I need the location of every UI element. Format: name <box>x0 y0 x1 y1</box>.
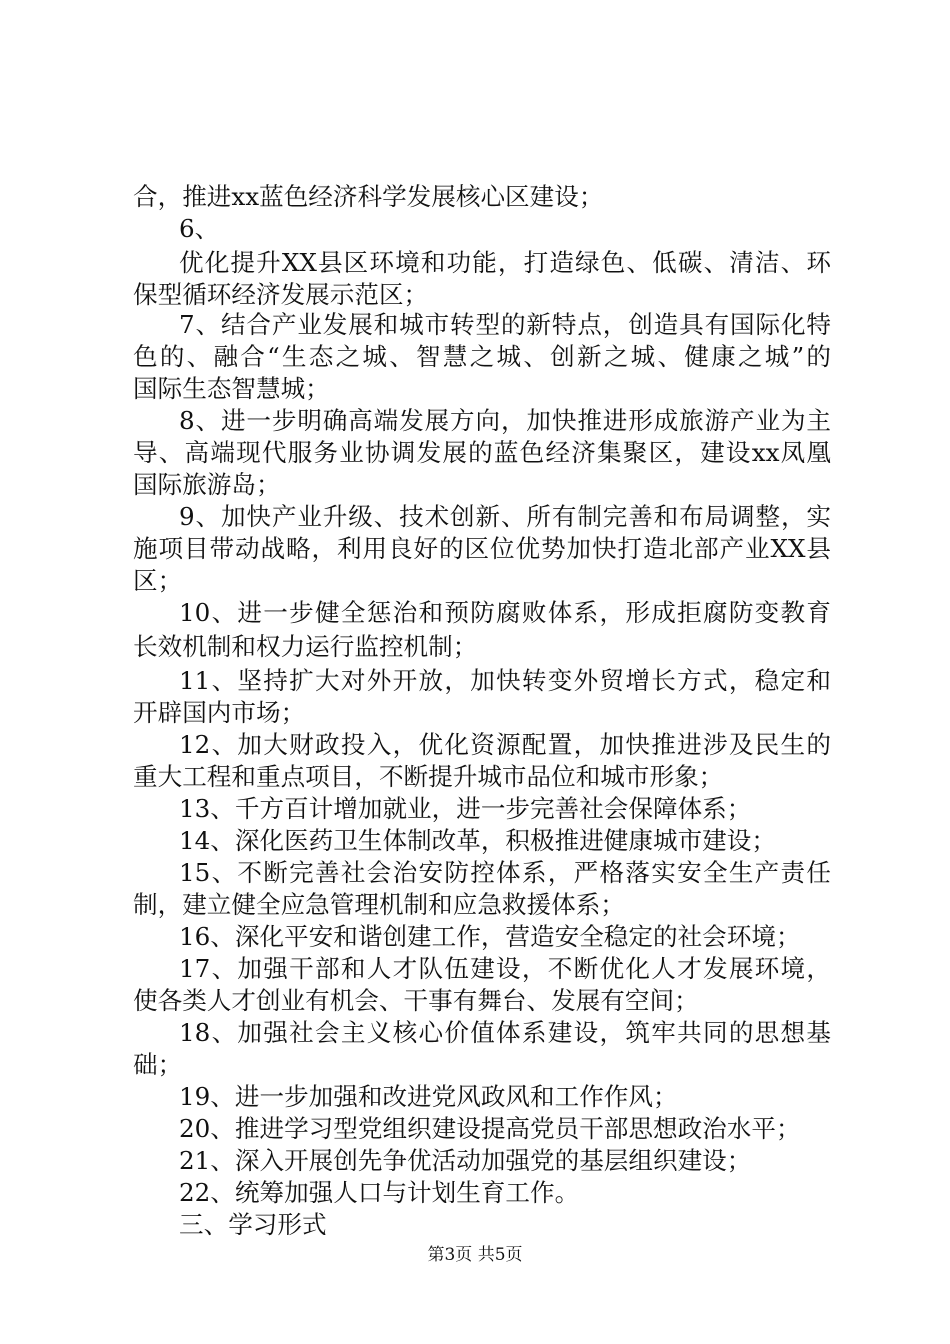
text-line: 国际生态智慧城； <box>133 374 330 403</box>
text-line: 使各类人才创业有机会、干事有舞台、发展有空间； <box>133 986 699 1015</box>
text-line: 施项目带动战略，利用良好的区位优势加快打造北部产业XX县 <box>133 534 831 563</box>
text-line: 13、千方百计增加就业，进一步完善社会保障体系； <box>179 794 752 823</box>
text-line: 10、进一步健全惩治和预防腐败体系，形成拒腐防变教育 <box>179 598 831 627</box>
text-line: 6、 <box>179 214 220 243</box>
section-heading: 三、学习形式 <box>179 1210 327 1239</box>
text-line: 9、加快产业升级、技术创新、所有制完善和布局调整，实 <box>179 502 831 531</box>
text-line: 重大工程和重点项目，不断提升城市品位和城市形象； <box>133 762 724 791</box>
text-line: 17、加强干部和人才队伍建设，不断优化人才发展环境， <box>179 954 831 983</box>
text-line: 21、深入开展创先争优活动加强党的基层组织建设； <box>179 1146 752 1175</box>
text-line: 15、不断完善社会治安防控体系，严格落实安全生产责任 <box>179 858 831 887</box>
text-line: 色的、融合“生态之城、智慧之城、创新之城、健康之城”的 <box>133 342 831 371</box>
text-line: 12、加大财政投入，优化资源配置，加快推进涉及民生的 <box>179 730 831 759</box>
text-line: 长效机制和权力运行监控机制； <box>133 632 478 661</box>
text-line: 区； <box>133 566 183 595</box>
text-line: 优化提升XX县区环境和功能，打造绿色、低碳、清洁、环 <box>179 248 831 277</box>
text-line: 制，建立健全应急管理机制和应急救援体系； <box>133 890 625 919</box>
text-line: 11、坚持扩大对外开放，加快转变外贸增长方式，稳定和 <box>179 666 831 695</box>
text-line: 保型循环经济发展示范区； <box>133 280 429 309</box>
text-line: 16、深化平安和谐创建工作，营造安全稳定的社会环境； <box>179 922 801 951</box>
text-line: 导、高端现代服务业协调发展的蓝色经济集聚区，建设xx凤凰 <box>133 438 831 467</box>
text-line: 14、深化医药卫生体制改革，积极推进健康城市建设； <box>179 826 776 855</box>
text-line: 22、统筹加强人口与计划生育工作。 <box>179 1178 580 1207</box>
text-line: 20、推进学习型党组织建设提高党员干部思想政治水平； <box>179 1114 801 1143</box>
text-line: 19、进一步加强和改进党风政风和工作作风； <box>179 1082 678 1111</box>
text-line: 7、结合产业发展和城市转型的新特点，创造具有国际化特 <box>179 310 831 339</box>
text-line: 18、加强社会主义核心价值体系建设，筑牢共同的思想基 <box>179 1018 831 1047</box>
text-line: 础； <box>133 1050 183 1079</box>
text-line: 开辟国内市场； <box>133 698 306 727</box>
page-number-footer: 第3页 共5页 <box>427 1245 523 1265</box>
text-line: 8、进一步明确高端发展方向，加快推进形成旅游产业为主 <box>179 406 831 435</box>
text-line: 国际旅游岛； <box>133 470 281 499</box>
text-line: 合，推进xx蓝色经济科学发展核心区建设； <box>133 182 604 211</box>
